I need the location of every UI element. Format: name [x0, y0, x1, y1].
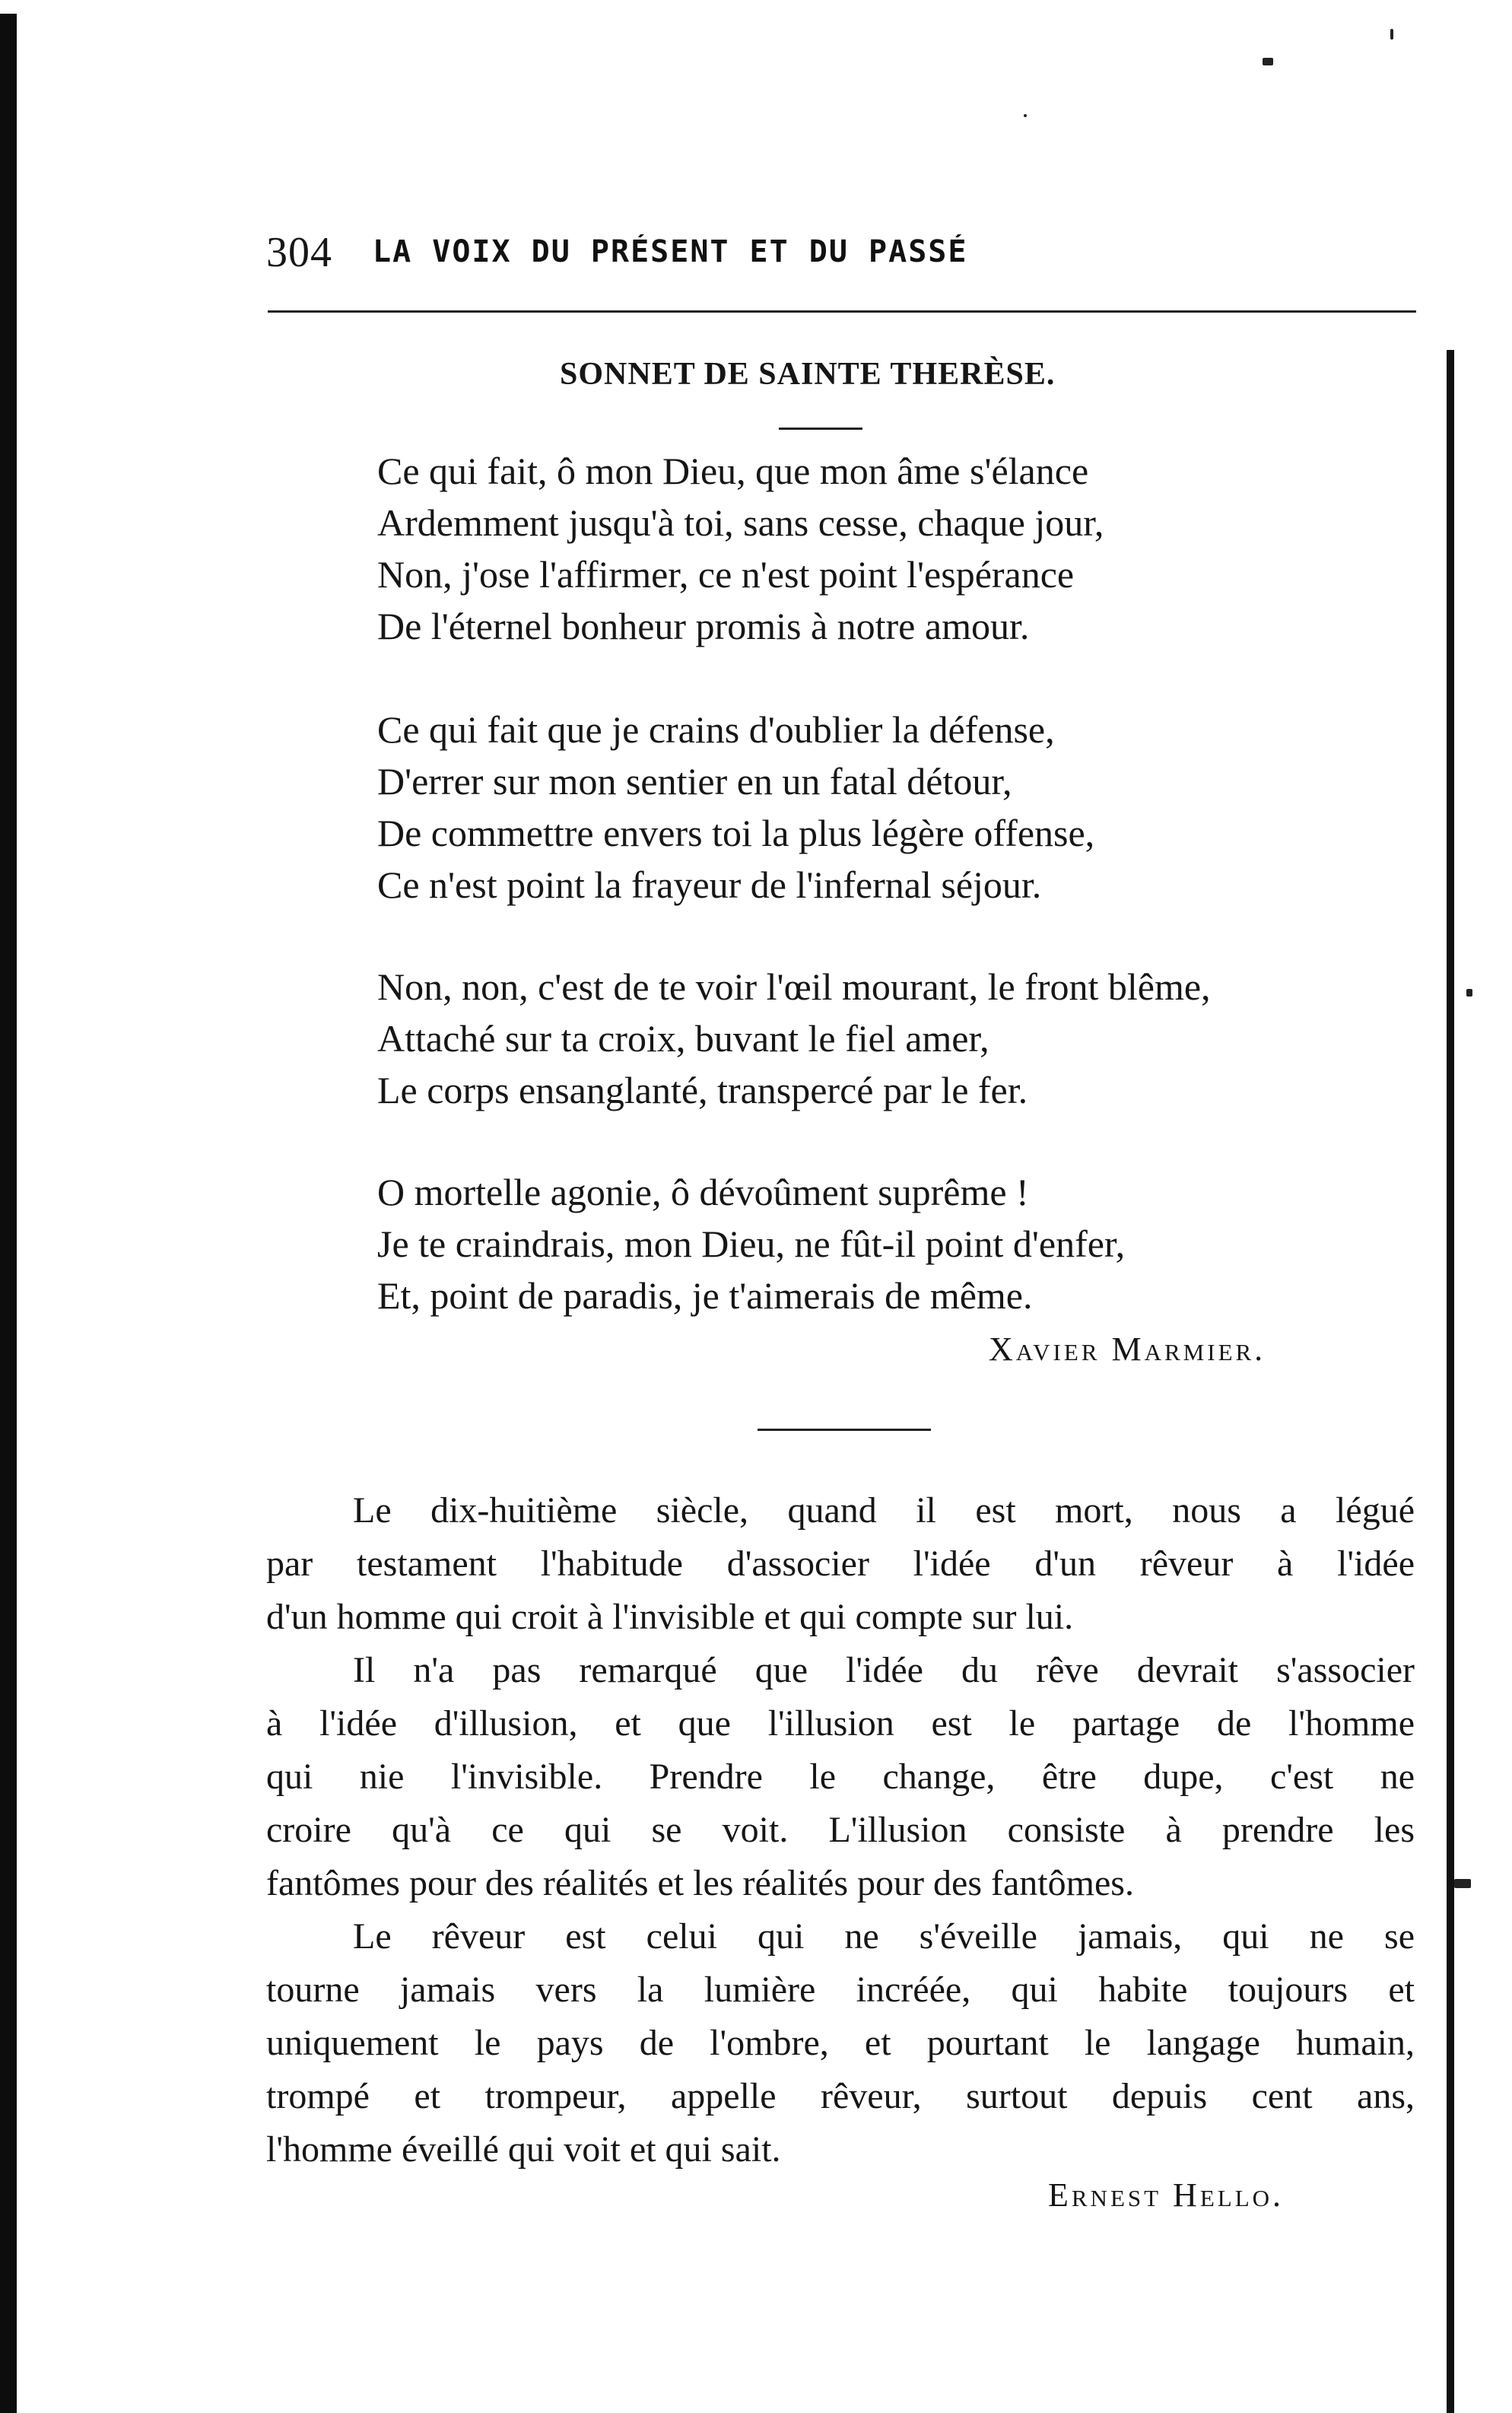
scan-speck — [1263, 58, 1273, 65]
prose-line: uniquement le pays de l'ombre, et pourtant le langage humain, — [266, 2023, 1415, 2063]
poem-line: O mortelle agonie, ô dévoûment suprême ! — [377, 1171, 1029, 1213]
scan-speck — [1390, 29, 1393, 40]
scan-speck — [1466, 989, 1472, 997]
prose-line: tourne jamais vers la lumière incréée, qui habite toujours et — [266, 1970, 1415, 2010]
poem-line: Ardemment jusqu'à toi, sans cesse, chaque jour, — [377, 501, 1104, 544]
prose-line: par testament l'habitude d'associer l'idée d'un rêveur à l'idée — [266, 1543, 1415, 1584]
poem-line: Et, point de paradis, je t'aimerais de même. — [377, 1274, 1033, 1317]
scan-speck — [1454, 1879, 1471, 1888]
prose-line: fantômes pour des réalités et les réalités pour des fantômes. — [266, 1863, 1134, 1903]
prose-line: Le dix-huitième siècle, quand il est mort, nous a légué — [353, 1490, 1415, 1531]
poem-line: Non, non, c'est de te voir l'œil mourant, le front blême, — [377, 965, 1211, 1008]
poem-line: Je te craindrais, mon Dieu, ne fût-il point d'enfer, — [377, 1222, 1126, 1265]
prose-line: croire qu'à ce qui se voit. L'illusion consiste à prendre les — [266, 1810, 1415, 1850]
prose-line: d'un homme qui croit à l'invisible et qui compte sur lui. — [266, 1597, 1074, 1637]
poem-line: De l'éternel bonheur promis à notre amour. — [377, 605, 1030, 647]
poem-signature: Xavier Marmier. — [989, 1330, 1266, 1368]
poem-title: SONNET DE SAINTE THERÈSE. — [560, 357, 1056, 392]
page-edge-shadow — [0, 14, 17, 2413]
poem-line: De commettre envers toi la plus légère offense, — [377, 812, 1095, 854]
poem-line: Non, j'ose l'affirmer, ce n'est point l'espérance — [377, 553, 1075, 596]
poem-line: Ce n'est point la frayeur de l'infernal séjour. — [377, 863, 1042, 906]
section-rule — [758, 1429, 931, 1431]
page-edge-shadow-right — [1447, 350, 1454, 2413]
poem-line: Ce qui fait que je crains d'oublier la défense, — [377, 708, 1055, 751]
page-number: 304 — [266, 229, 332, 276]
running-head: LA VOIX DU PRÉSENT ET DU PASSÉ — [373, 234, 968, 269]
poem-line: D'errer sur mon sentier en un fatal détour, — [377, 760, 1012, 803]
title-rule — [779, 428, 862, 430]
scan-speck — [1024, 114, 1027, 117]
poem-line: Attaché sur ta croix, buvant le fiel amer, — [377, 1017, 989, 1060]
prose-line: à l'idée d'illusion, et que l'illusion est le partage de l'homme — [266, 1703, 1415, 1744]
prose-line: trompé et trompeur, appelle rêveur, surtout depuis cent ans, — [266, 2076, 1415, 2116]
poem-line: Le corps ensanglanté, transpercé par le fer. — [377, 1069, 1028, 1111]
header-rule — [268, 310, 1416, 313]
prose-line: l'homme éveillé qui voit et qui sait. — [266, 2129, 781, 2170]
poem-line: Ce qui fait, ô mon Dieu, que mon âme s'élance — [377, 450, 1089, 492]
prose-line: Il n'a pas remarqué que l'idée du rêve devrait s'associer — [353, 1650, 1415, 1690]
prose-signature: Ernest Hello. — [1048, 2176, 1285, 2214]
prose-line: Le rêveur est celui qui ne s'éveille jamais, qui ne se — [353, 1916, 1415, 1957]
prose-line: qui nie l'invisible. Prendre le change, être dupe, c'est ne — [266, 1756, 1415, 1797]
